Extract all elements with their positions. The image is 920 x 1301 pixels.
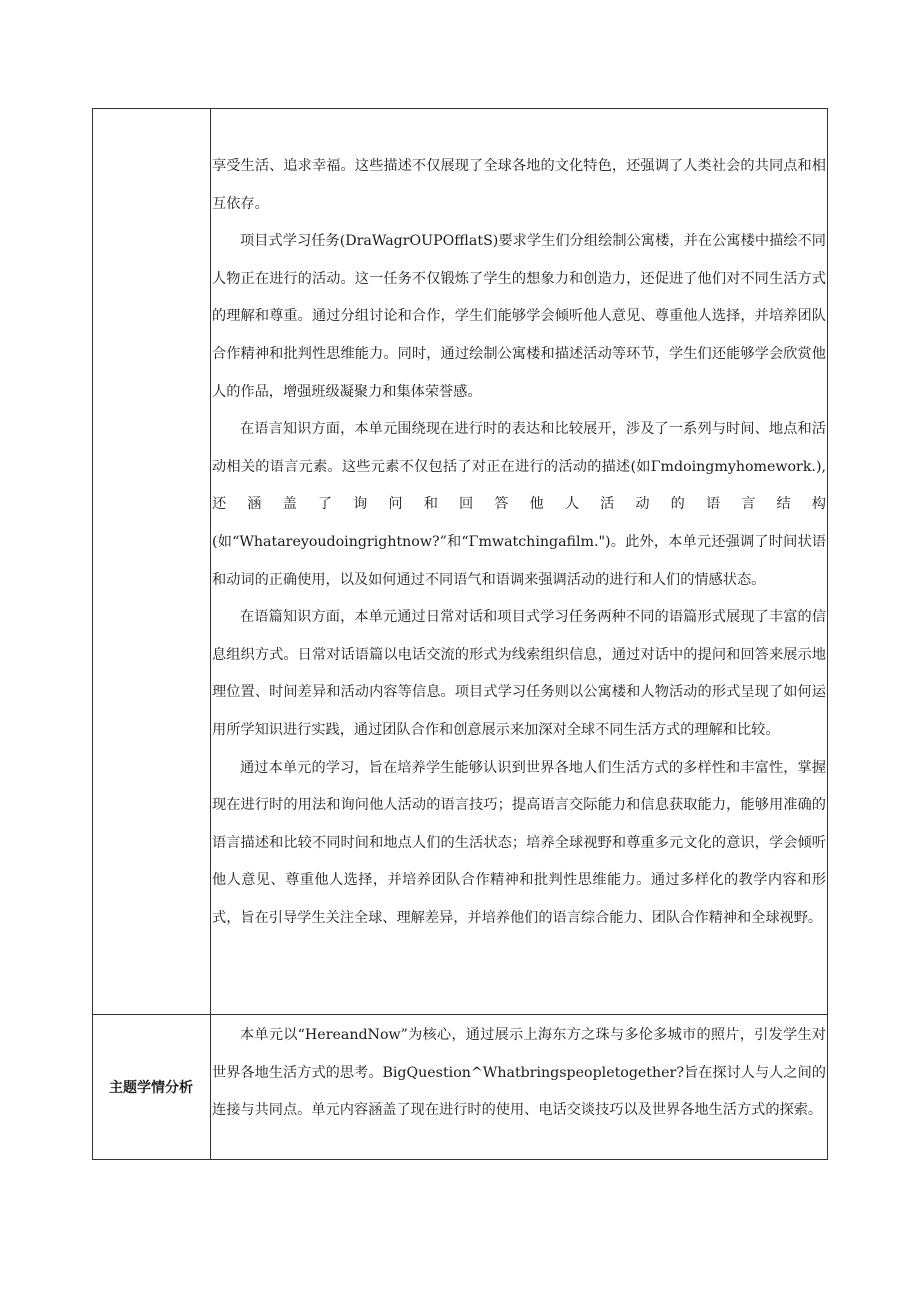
paragraph-continued: 享受生活、追求幸福。这些描述不仅展现了全球各地的文化特色，还强调了人类社会的共同点和相互依存。 [212, 158, 826, 212]
table-border-bottom [92, 1159, 828, 1160]
table-border-top [92, 108, 828, 109]
paragraph-learning-goals: 通过本单元的学习，旨在培养学生能够认识到世界各地人们生活方式的多样性和丰富性，掌握现在进行时的用法和询问他人活动的语言技巧；提高语言交际能力和信息获取能力，能够用准确的语言描述和比较不同时间和地点人们的生活状态；培养全球视野和尊重多元文化的意识，学会倾听他人意见、尊重他人选择，并培养团队合作精神和批判性思维能力。通过多样化的教学内容和形式，旨在引导学生关注全球、理解差异，并培养他们的语言综合能力、团队合作精神和全球视野。 [212, 759, 826, 926]
paragraph-theme-analysis: 本单元以“HereandNow”为核心，通过展示上海东方之珠与多伦多城市的照片，引发学生对世界各地生活方式的思考。BigQuestion^Whatbringspeopletogether?旨在探讨人与人之间的连接与共同点。单元内容涵盖了现在进行时的使用、电话交谈技巧以及世界各地生活方式的探索。 [212, 1027, 826, 1119]
paragraph-discourse-knowledge: 在语篇知识方面，本单元通过日常对话和项目式学习任务两种不同的语篇形式展现了丰富的信息组织方式。日常对话语篇以电话交流的形式为线索组织信息，通过对话中的提问和回答来展示地理位置、时间差异和活动内容等信息。项目式学习任务则以公寓楼和人物活动的形式呈现了如何运用所学知识进行实践，通过团队合作和创意展示来加深对全球不同生活方式的理解和比较。 [212, 609, 826, 738]
row-label-theme-analysis: 主题学情分析 [109, 1079, 193, 1096]
unit-analysis-cell [212, 148, 826, 937]
theme-analysis-cell [212, 1017, 826, 1130]
table-border-right [827, 108, 828, 1160]
table-border-left [92, 108, 93, 1160]
paragraph-language-knowledge: 在语言知识方面，本单元围绕现在进行时的表达和比较展开，涉及了一系列与时间、地点和活动相关的语言元素。这些元素不仅包括了对正在进行的活动的描述(如Γmdoingmyhomework.),还涵盖了询问和回答他人活动的语言结构(如“Whatareyoudoingrightnow?”和“Γmwatchingafilm.")。此外，本单元还强调了时间状语和动词的正确使用，以及如何通过不同语气和语调来强调活动的进行和人们的情感状态。 [212, 421, 826, 588]
table-column-divider [210, 108, 211, 1160]
paragraph-project-task: 项目式学习任务(DraWagrOUPOfflatS)要求学生们分组绘制公寓楼，并在公寓楼中描绘不同人物正在进行的活动。这一任务不仅锻炼了学生的想象力和创造力，还促进了他们对不同生活方式的理解和尊重。通过分组讨论和合作，学生们能够学会倾听他人意见、尊重他人选择，并培养团队合作精神和批判性思维能力。同时，通过绘制公寓楼和描述活动等环节，学生们还能够学会欣赏他人的作品，增强班级凝聚力和集体荣誉感。 [212, 233, 826, 400]
